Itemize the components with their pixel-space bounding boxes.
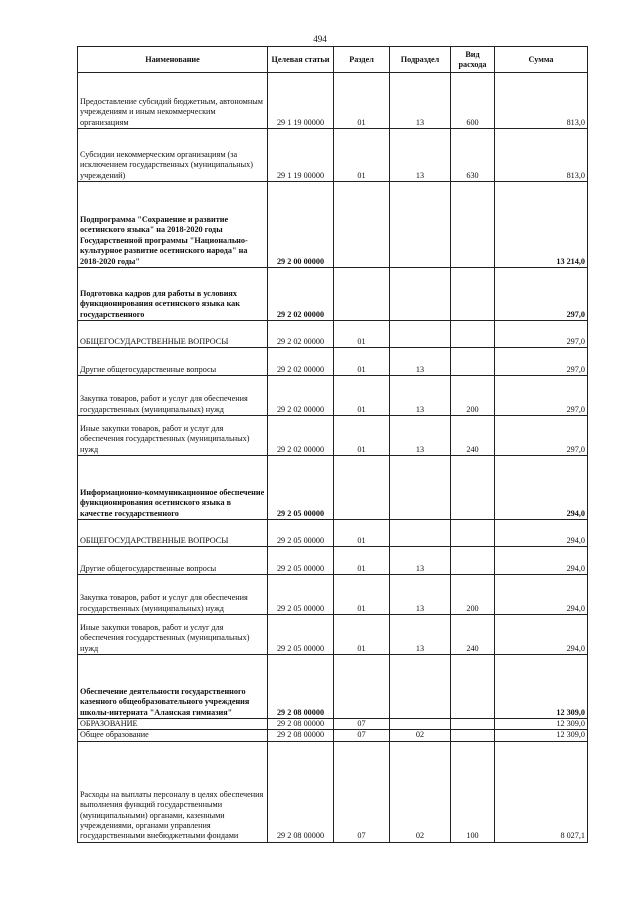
row-subsection: 13 — [390, 615, 451, 655]
table-row — [78, 416, 588, 456]
row-expense-type — [451, 456, 495, 520]
row-expense-type — [451, 655, 495, 719]
row-amount: 297,0 — [495, 416, 588, 456]
table-row — [78, 268, 588, 321]
table-row — [78, 129, 588, 182]
row-target-code: 29 2 05 00000 — [268, 456, 334, 520]
row-subsection: 13 — [390, 575, 451, 615]
row-subsection — [390, 719, 451, 730]
row-section: 01 — [334, 575, 390, 615]
row-subsection — [390, 655, 451, 719]
row-subsection: 13 — [390, 376, 451, 416]
row-section: 01 — [334, 129, 390, 182]
row-section — [334, 655, 390, 719]
row-section: 01 — [334, 376, 390, 416]
row-expense-type — [451, 321, 495, 348]
row-name: ОБЩЕГОСУДАРСТВЕННЫЕ ВОПРОСЫ — [78, 321, 268, 348]
row-name: Закупка товаров, работ и услуг для обеспечения государственных (муниципальных) нужд — [78, 376, 268, 416]
budget-table — [77, 46, 588, 843]
header-section: Раздел — [334, 47, 390, 73]
row-subsection: 02 — [390, 741, 451, 842]
row-target-code: 29 2 02 00000 — [268, 268, 334, 321]
row-name: Общее образование — [78, 730, 268, 741]
row-target-code: 29 2 05 00000 — [268, 520, 334, 547]
row-amount: 297,0 — [495, 268, 588, 321]
row-section: 01 — [334, 615, 390, 655]
row-target-code: 29 2 02 00000 — [268, 376, 334, 416]
row-expense-type: 240 — [451, 615, 495, 655]
row-name: Обеспечение деятельности государственного казенного общеобразовательного учреждения школы-интерната "Аланская гимназия" — [78, 655, 268, 719]
table-row — [78, 321, 588, 348]
row-section: 01 — [334, 321, 390, 348]
table-row — [78, 575, 588, 615]
row-expense-type: 200 — [451, 575, 495, 615]
row-subsection: 13 — [390, 129, 451, 182]
row-expense-type — [451, 348, 495, 376]
row-amount: 294,0 — [495, 547, 588, 575]
table-row — [78, 182, 588, 268]
row-subsection — [390, 520, 451, 547]
row-amount: 8 027,1 — [495, 741, 588, 842]
row-target-code: 29 2 02 00000 — [268, 321, 334, 348]
row-expense-type: 100 — [451, 741, 495, 842]
row-expense-type — [451, 268, 495, 321]
row-amount: 813,0 — [495, 129, 588, 182]
row-target-code: 29 2 05 00000 — [268, 547, 334, 575]
row-amount: 12 309,0 — [495, 730, 588, 741]
header-name: Наименование — [78, 47, 268, 73]
table-row — [78, 741, 588, 842]
row-target-code: 29 2 08 00000 — [268, 741, 334, 842]
table-row — [78, 73, 588, 129]
row-name: Подготовка кадров для работы в условиях функционирования осетинского языка как государственного — [78, 268, 268, 321]
row-subsection — [390, 321, 451, 348]
row-target-code: 29 2 05 00000 — [268, 615, 334, 655]
row-target-code: 29 2 05 00000 — [268, 575, 334, 615]
row-subsection — [390, 182, 451, 268]
header-expense-type: Вид расхода — [451, 47, 495, 73]
header-subsection: Подраздел — [390, 47, 451, 73]
row-expense-type — [451, 547, 495, 575]
row-expense-type: 200 — [451, 376, 495, 416]
row-target-code: 29 2 02 00000 — [268, 348, 334, 376]
row-amount: 12 309,0 — [495, 719, 588, 730]
table-row — [78, 730, 588, 741]
row-section: 01 — [334, 348, 390, 376]
row-amount: 297,0 — [495, 348, 588, 376]
header-target: Целевая статьи — [268, 47, 334, 73]
row-name: Закупка товаров, работ и услуг для обеспечения государственных (муниципальных) нужд — [78, 575, 268, 615]
table-row — [78, 456, 588, 520]
row-name: Предоставление субсидий бюджетным, автономным учреждениям и иным некоммерческим организациям — [78, 73, 268, 129]
row-amount: 13 214,0 — [495, 182, 588, 268]
row-amount: 297,0 — [495, 321, 588, 348]
row-amount: 294,0 — [495, 456, 588, 520]
row-section — [334, 456, 390, 520]
row-section — [334, 182, 390, 268]
row-amount: 294,0 — [495, 575, 588, 615]
row-section: 01 — [334, 520, 390, 547]
row-target-code: 29 1 19 00000 — [268, 73, 334, 129]
row-section: 07 — [334, 719, 390, 730]
row-amount: 12 309,0 — [495, 655, 588, 719]
row-amount: 297,0 — [495, 376, 588, 416]
row-section: 01 — [334, 73, 390, 129]
row-section: 07 — [334, 741, 390, 842]
row-amount: 294,0 — [495, 520, 588, 547]
row-name: ОБЩЕГОСУДАРСТВЕННЫЕ ВОПРОСЫ — [78, 520, 268, 547]
table-row — [78, 547, 588, 575]
row-target-code: 29 2 02 00000 — [268, 416, 334, 456]
row-section: 01 — [334, 547, 390, 575]
row-subsection: 13 — [390, 73, 451, 129]
table-row — [78, 719, 588, 730]
row-subsection — [390, 456, 451, 520]
row-target-code: 29 1 19 00000 — [268, 129, 334, 182]
row-expense-type: 630 — [451, 129, 495, 182]
row-name: Другие общегосударственные вопросы — [78, 348, 268, 376]
row-amount: 294,0 — [495, 615, 588, 655]
table-body — [78, 73, 588, 843]
row-name: Субсидии некоммерческим организациям (за исключением государственных (муниципальных) учреждений) — [78, 129, 268, 182]
row-target-code: 29 2 08 00000 — [268, 655, 334, 719]
row-name: Иные закупки товаров, работ и услуг для обеспечения государственных (муниципальных) нужд — [78, 416, 268, 456]
row-target-code: 29 2 08 00000 — [268, 730, 334, 741]
row-section: 01 — [334, 416, 390, 456]
row-subsection: 13 — [390, 547, 451, 575]
row-expense-type: 600 — [451, 73, 495, 129]
row-subsection: 13 — [390, 416, 451, 456]
row-subsection: 13 — [390, 348, 451, 376]
row-expense-type — [451, 719, 495, 730]
row-subsection — [390, 268, 451, 321]
row-name: ОБРАЗОВАНИЕ — [78, 719, 268, 730]
row-expense-type — [451, 520, 495, 547]
row-section: 07 — [334, 730, 390, 741]
table-row — [78, 520, 588, 547]
row-section — [334, 268, 390, 321]
table-row — [78, 615, 588, 655]
header-amount: Сумма — [495, 47, 588, 73]
row-target-code: 29 2 08 00000 — [268, 719, 334, 730]
row-name: Расходы на выплаты персоналу в целях обеспечения выполнения функций государственными (муниципальными) органами, казенными учреждениями, органами управления государственными внебюджетными фондами — [78, 741, 268, 842]
row-name: Иные закупки товаров, работ и услуг для обеспечения государственных (муниципальных) нужд — [78, 615, 268, 655]
table-row — [78, 376, 588, 416]
row-name: Информационно-коммуникационное обеспечение функционирования осетинского языка в качестве государственного — [78, 456, 268, 520]
row-expense-type: 240 — [451, 416, 495, 456]
row-expense-type — [451, 182, 495, 268]
page-number: 494 — [313, 34, 327, 44]
row-expense-type — [451, 730, 495, 741]
table-row — [78, 655, 588, 719]
table-row — [78, 348, 588, 376]
row-amount: 813,0 — [495, 73, 588, 129]
row-subsection: 02 — [390, 730, 451, 741]
row-name: Другие общегосударственные вопросы — [78, 547, 268, 575]
row-name: Подпрограмма "Сохранение и развитие осетинского языка" на 2018-2020 годы Государственной программы "Национально-культурное развитие осетинского народа" на 2018-2020 годы" — [78, 182, 268, 268]
row-target-code: 29 2 00 00000 — [268, 182, 334, 268]
table-header-row — [78, 47, 588, 73]
